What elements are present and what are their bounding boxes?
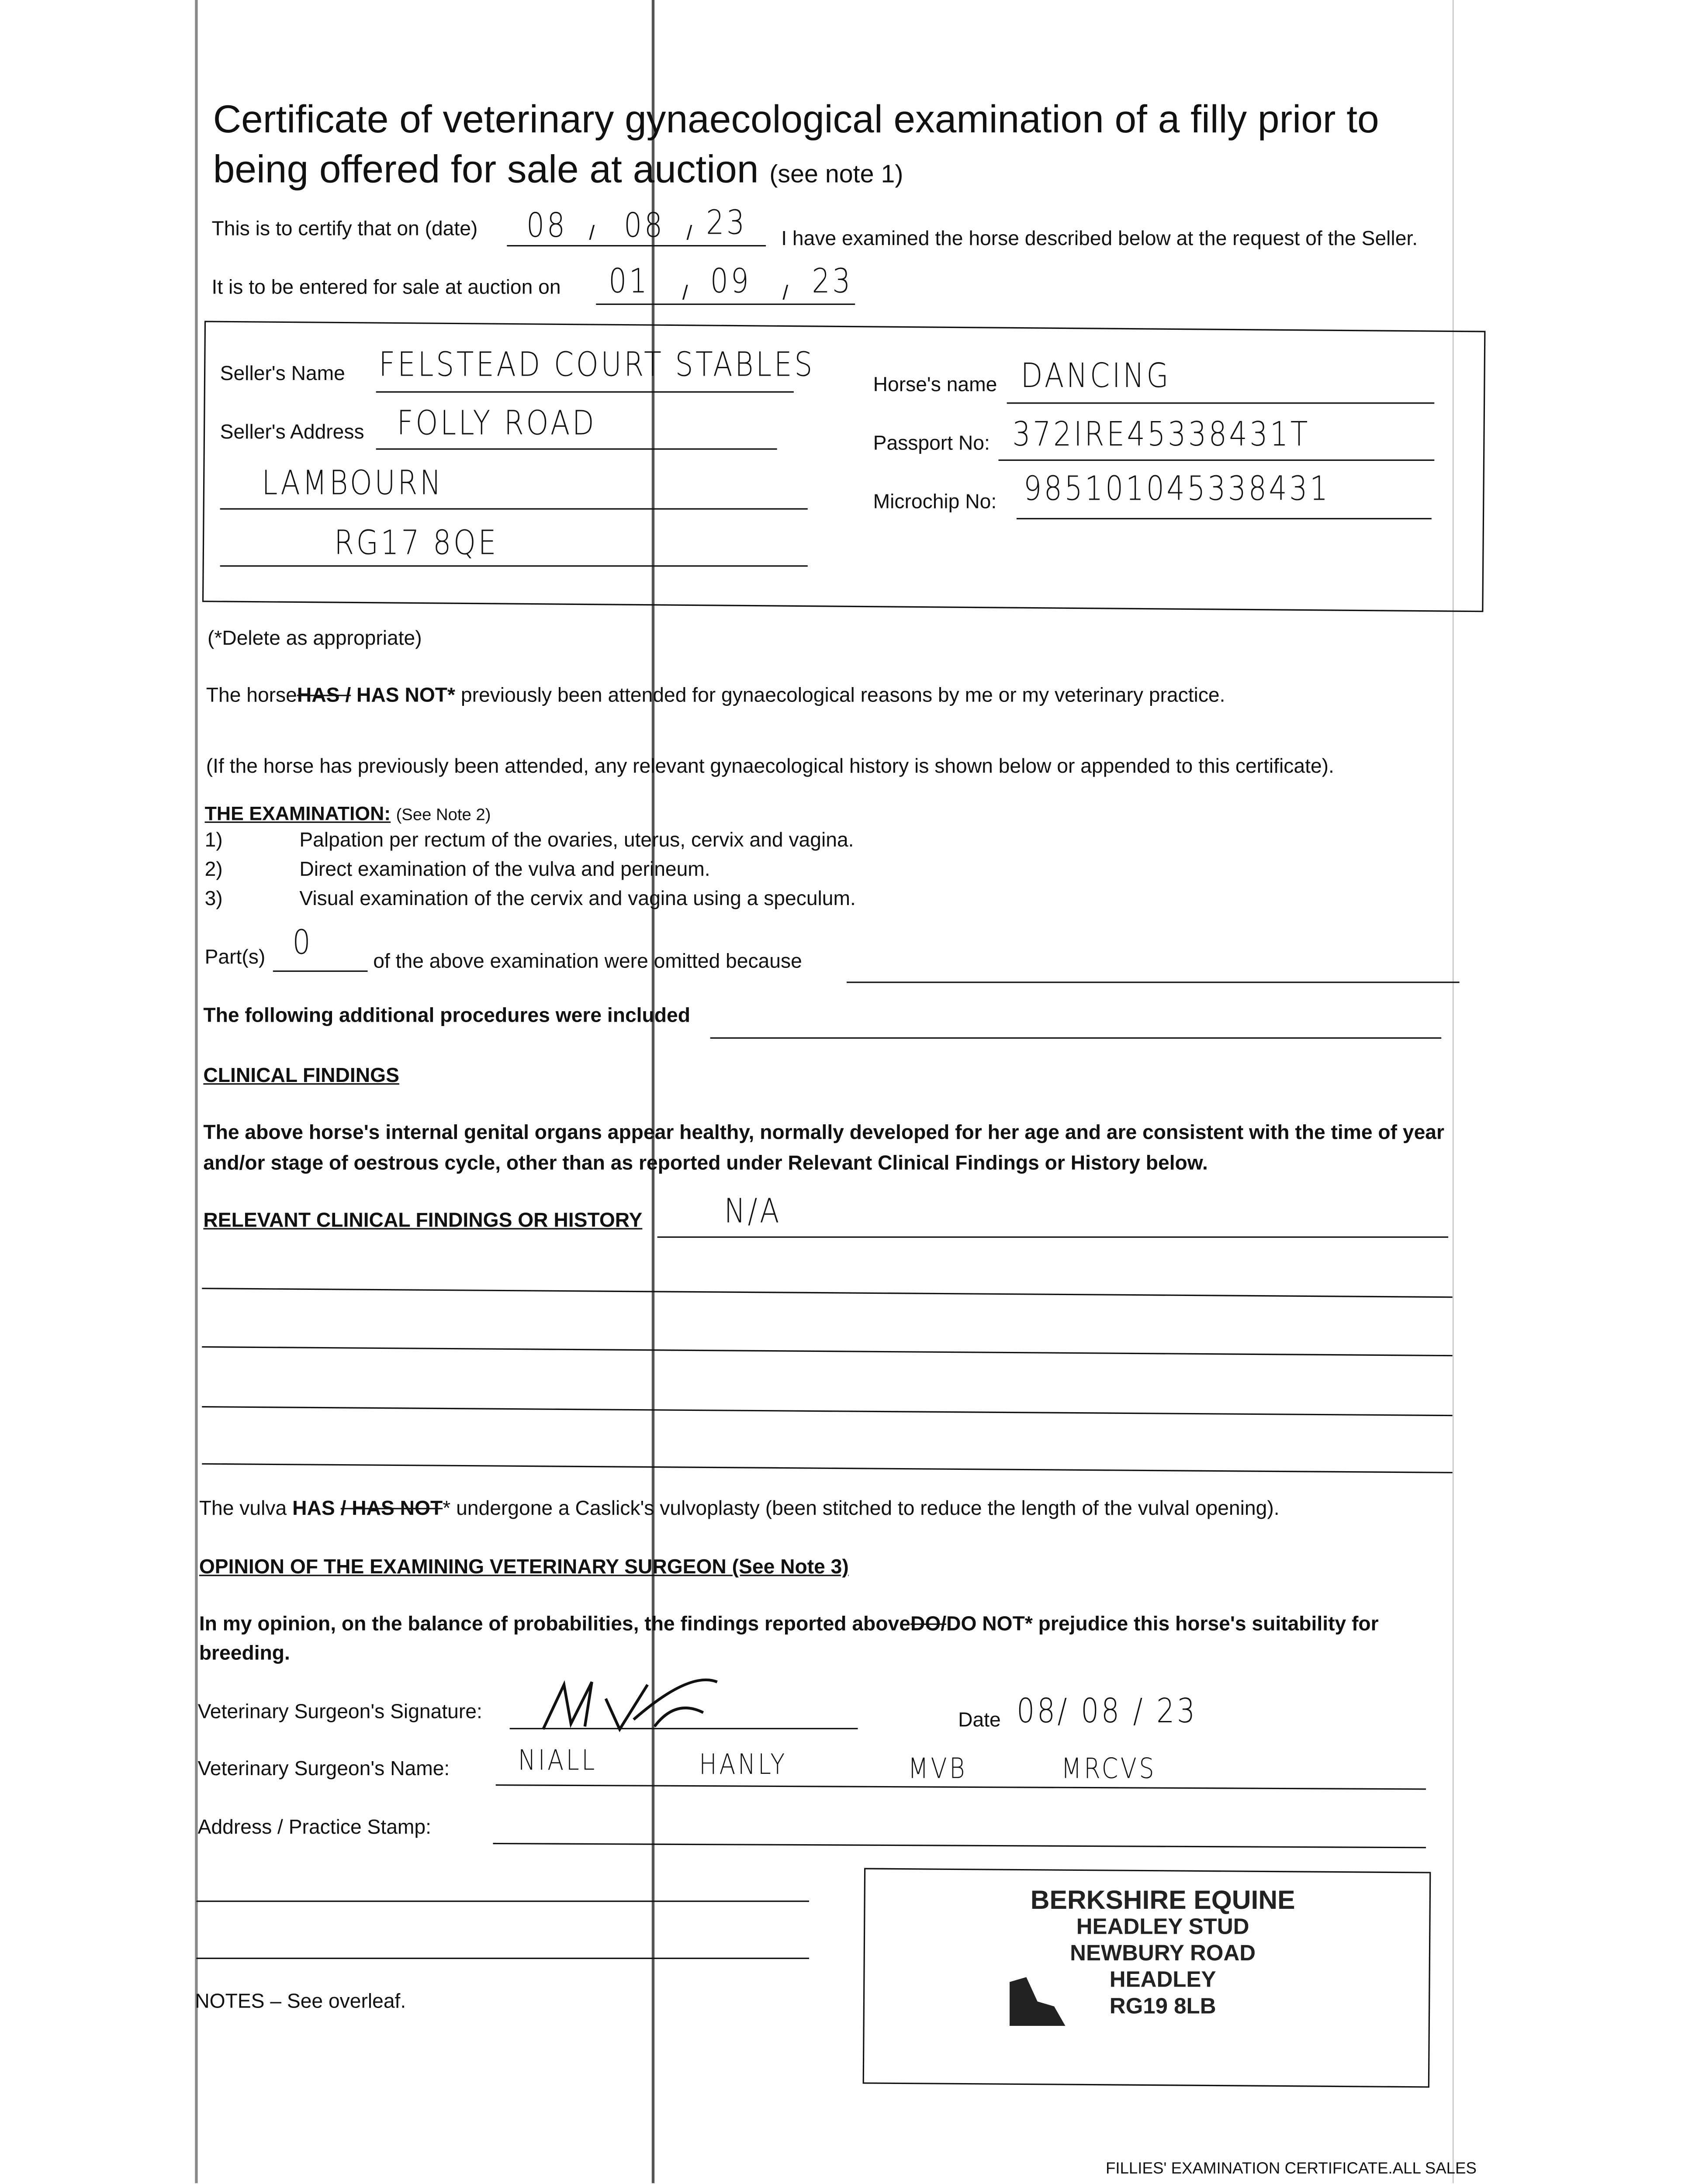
certify-label: This is to certify that on (date) [211,218,478,241]
relevant-findings-heading: RELEVANT CLINICAL FINDINGS OR HISTORY [203,1210,643,1233]
relevant-findings-value: N/A [724,1192,782,1231]
vulva-statement [199,1498,1280,1521]
exam-heading-note: (See Note 2) [396,805,491,825]
opinion-line-1 [199,1614,1379,1636]
exam-heading-text: THE EXAMINATION: [204,802,391,825]
signature-label: Veterinary Surgeon's Signature: [197,1701,482,1724]
seller-name: FELSTEAD COURT STABLES [379,345,815,384]
stamp-line: BERKSHIRE EQUINE [1030,1887,1295,1916]
attended-selected: HAS NOT* [356,685,456,708]
footer-text: FILLIES' EXAMINATION CERTIFICATE.ALL SALES [1105,2161,1477,2178]
title-line-1: Certificate of veterinary gynaecological examination of a filly prior to [213,97,1379,141]
history-note: (If the horse has previously been attended, any relevant gynaecological history is shown below or appended to this certificate). [206,756,1334,778]
vet-first-name: NIALL [518,1743,597,1777]
exam-item-text: Visual examination of the cervix and vagina using a speculum. [299,888,856,911]
vulva-struck: / HAS NOT [340,1498,443,1521]
vet-qualification-1: MVB [908,1752,967,1785]
seller-name-label: Seller's Name [220,363,345,386]
exam-item-num: 1) [204,829,223,852]
seller-address-label: Seller's Address [220,422,364,444]
clinical-findings-heading: CLINICAL FINDINGS [203,1065,399,1088]
microchip-number: 985101045338431 [1023,469,1330,508]
auction-label: It is to be entered for sale at auction on [211,277,561,300]
opinion-suffix: DO NOT* prejudice this horse's suitability for [946,1614,1379,1636]
page-title [213,95,1379,199]
attended-suffix: previously been attended for gynaecological reasons by me or my veterinary practice. [460,685,1225,708]
opinion-heading: OPINION OF THE EXAMINING VETERINARY SURGEON (See Note 3) [199,1556,849,1579]
exam-item [204,829,854,852]
parts-omitted-value: 0 [292,923,313,962]
stamp-line: HEADLEY STUD [1076,1916,1249,1940]
parts-omitted-label: of the above examination were omitted because [373,951,802,974]
exam-item [204,888,856,911]
scan-line [1453,0,1454,2183]
auction-date-year: 23 [812,262,853,301]
title-note: (see note 1) [769,160,903,188]
practice-stamp [1017,1888,1309,2020]
additional-procedures-label: The following additional procedures were included [203,1005,690,1028]
vulva-selected: HAS [292,1498,335,1521]
signature-date-label: Date [958,1710,1001,1732]
attended-prefix: The horse [206,685,297,708]
delete-note: (*Delete as appropriate) [207,628,422,650]
clinical-text-line-2: and/or stage of oestrous cycle, other than as reported under Relevant Clinical Findings or History below. [203,1153,1208,1175]
exam-date-day: 08 [526,206,567,245]
vet-name-label: Veterinary Surgeon's Name: [197,1758,450,1781]
clinical-text-line-1: The above horse's internal genital organs appear healthy, normally developed for her age and are consistent with the time of year [203,1122,1444,1145]
stamp-line: HEADLEY [1109,1969,1216,1993]
exam-heading [205,802,491,824]
attended-struck: HAS / [297,685,351,708]
passport-number: 372IRE45338431T [1012,415,1310,454]
horse-name-label: Horse's name [873,374,997,397]
microchip-label: Microchip No: [873,491,997,514]
seller-address-line-3: RG17 8QE [334,523,499,563]
practice-address-label: Address / Practice Stamp: [197,1817,431,1839]
attended-statement [206,685,1225,707]
exam-item-text: Direct examination of the vulva and perineum. [299,859,710,881]
notes-label: NOTES – See overleaf. [195,1991,406,2014]
auction-date-month: 09 [710,262,751,301]
vet-qualification-2: MRCVS [1061,1752,1157,1785]
opinion-line-2: breeding. [199,1643,290,1666]
exam-date-month: 08 [624,206,665,245]
certificate-page: Certificate of veterinary gynaecological examination of a filly prior to being offered for sale at auction (see note 1) This is to certify that on (date) 08 / 08 / 23 I have examined the horse described below at the request of the Seller. It is to be entered for sale at auction on 01 / 09 / 23 Seller's Name FELSTEAD COURT STABLES Seller's Address FOLLY ROAD LAMBOURN RG17 8QE Horse's name DANCING Passport No: 372IRE45338431T Microchip No: 985101045338431 (*Delete as appropriate) The horseHAS / HAS NOT* previously been attended for gynaecological reasons by me or my veterinary practice. (If the horse has previously been attended, any relevant gynaecological history is shown below or appended to this certificate). THE EXAMINATION: (See Note 2) 1) Palpation per rectum of the ovaries, uterus, cervix and vagina. 2) Direct examination of the vulva and perineum. 3) Visual examination of the cervix and vagina using a speculum. Part(s) 0 of the above examination were omitted because The following additional procedures were included CLINICAL FINDINGS The above horse's internal genital organs appear healthy, normally developed for her age and are consistent with the time of year and/or stage of oestrous cycle, other than as reported under Relevant Clinical Findings or History below. RELEVANT CLINICAL FINDINGS OR HISTORY N/A The vulva HAS / HAS NOT* undergone a Caslick's vulvoplasty (been stitched to reduce the length of the vulval opening). OPINION OF THE EXAMINING VETERINARY SURGEON (See Note 3) In my opinion, on the balance of probabilities, the findings reported aboveDO/DO NOT* prejudice this horse's suitability for breeding. Veterinary Surgeon's Signature: Date 08/ 08 / 23 Veterinary Surgeon's Name: NIALL HANLY MVB MRCVS Address / Practice Stamp: BERKSHIRE EQUINE HEADLEY STUD NEWBURY ROAD HEADLEY RG19 8LB NOTES – See overleaf. FILLIES' EXAMINATION CERTIFICATE.ALL SALES [0,0,1685,2183]
parts-label: Part(s) [204,947,266,969]
opinion-prefix: In my opinion, on the balance of probabilities, the findings reported above [199,1614,910,1636]
seller-address-line-2: LAMBOURN [262,463,444,503]
exam-item-num: 3) [204,888,223,911]
signature-mark [536,1671,731,1740]
horse-name: DANCING [1021,356,1171,396]
auction-date-day: 01 [608,262,650,301]
signature-date-value: 08/ 08 / 23 [1016,1691,1197,1731]
exam-item [204,859,710,881]
certify-suffix: I have examined the horse described below at the request of the Seller. [781,228,1418,251]
scan-line [195,0,197,2183]
stamp-line: NEWBURY ROAD [1070,1942,1256,1966]
stamp-line: RG19 8LB [1109,1995,1216,2019]
exam-item-text: Palpation per rectum of the ovaries, uterus, cervix and vagina. [299,829,854,852]
vet-surname: HANLY [699,1747,787,1781]
exam-date-year: 23 [706,203,747,242]
opinion-struck: DO/ [910,1614,947,1636]
exam-item-num: 2) [204,859,223,881]
vulva-prefix: The vulva [199,1498,287,1521]
seller-address-line-1: FOLLY ROAD [397,404,597,443]
vulva-suffix: * undergone a Caslick's vulvoplasty (been stitched to reduce the length of the vulval opening). [443,1498,1280,1521]
title-line-2: being offered for sale at auction [213,147,759,191]
passport-label: Passport No: [873,433,990,456]
